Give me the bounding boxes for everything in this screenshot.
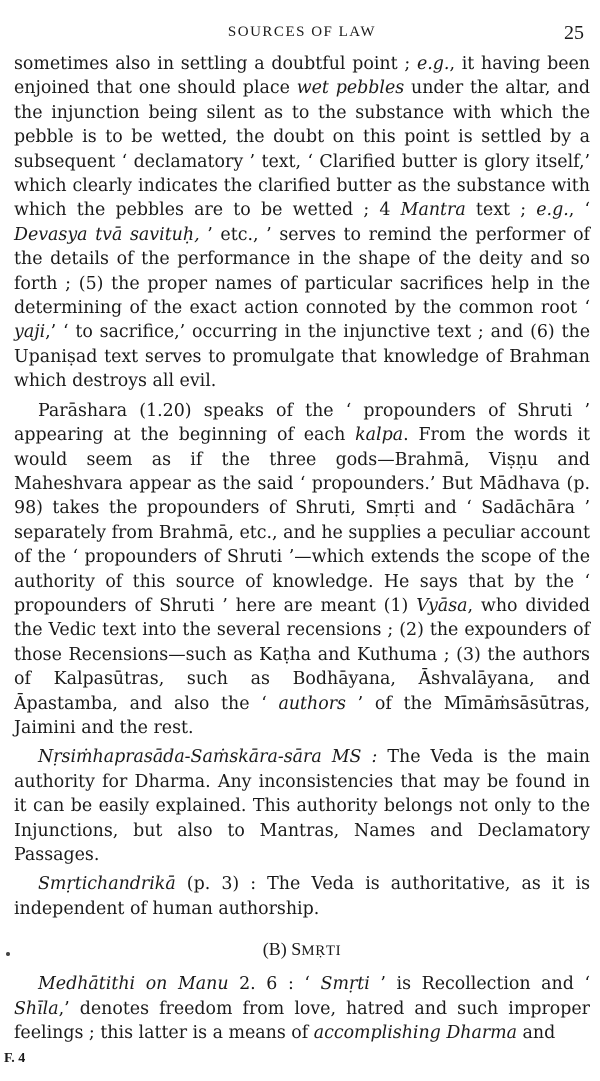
- text-run: under the altar, and the injunction being silent as to the substance with which the pebble is to be wetted, the doubt on this point is settled by a subsequent ‘ declamatory ’ text, ‘ Clarified butter is glory itself,’ which clearly indicates the clarified butter as the substance with which the pebbles are to be wetted ; 4: [14, 78, 590, 221]
- text-run: , it having been enjoined that one should place: [14, 54, 590, 99]
- section-heading-smrti: [14, 939, 590, 960]
- paragraph-smrtichandrika: [14, 872, 590, 921]
- text-run: ,’ ‘ to sacrifice,’ occurring in the injunctive text ; and (6) the Upaniṣad text serves to promulgate that knowledge of Brahman which destroys all evil.: [14, 322, 590, 392]
- italic-text-run: yaji: [14, 322, 46, 343]
- text-run: ,’ denotes freedom from love, hatred and such improper feelings ; this latter is a means of: [14, 998, 590, 1044]
- text-run: . From the words it would seem as if the three gods—Brahmā, Viṣṇu and Maheshvara appear as the said ‘ propounders.’ But Mādhava (p. 98) takes the propounders of Shruti, Smṛti and ‘ Sadāchāra ’ separately from Brahmā, etc., and he supplies a peculiar account of the ‘ propounders of Shruti ’—which extends the scope of the authority of this source of knowledge. He says that by the ‘ propounders of Shruti ’ here are meant (1): [14, 425, 590, 616]
- text-run: ’ etc., ’ serves to remind the performer of the details of the performance in the shape of the deity and so forth ; (5) the proper names of particular sacrifices help in the determining of the exact action connoted by the common root ‘: [14, 224, 590, 319]
- italic-text-run: Devasya tvā savituḥ,: [14, 224, 200, 245]
- italic-text-run: Shīla: [14, 998, 59, 1019]
- italic-text-run: wet pebbles: [296, 78, 405, 99]
- italic-text-run: Smṛtichandrikā: [38, 874, 176, 895]
- section-heading-prefix: (B) S: [262, 939, 302, 960]
- section-heading-smallcaps: MṚTI: [301, 943, 342, 960]
- text-run: Parāshara (1.20) speaks of the ‘ propounders of Shruti ’ appearing at the beginning of each: [14, 400, 590, 446]
- page-number: 25: [564, 22, 584, 44]
- text-run: and: [517, 1023, 556, 1044]
- italic-text-run: Medhātithi on Manu: [38, 974, 229, 995]
- paragraph-parashara: [14, 399, 590, 741]
- ink-speck: [6, 952, 10, 956]
- text-run: ’ of the Mīmāṁsāsūtras, Jaimini and the rest.: [14, 693, 590, 738]
- text-run: 2. 6 : ‘: [228, 974, 321, 995]
- running-head: [14, 0, 590, 52]
- text-run: ’ is Recollection and ‘: [369, 974, 591, 995]
- italic-text-run: Nṛsiṁhaprasāda-Saṁskāra-sāra MS :: [38, 747, 378, 768]
- book-page: [14, 0, 590, 1081]
- paragraph-medhatithi: [14, 972, 590, 1045]
- italic-text-run: e.g.: [416, 54, 450, 74]
- text-run: text ;: [465, 200, 537, 221]
- paragraph-scripture-sources: [14, 52, 590, 394]
- italic-text-run: Vyāsa: [416, 595, 468, 616]
- text-run: , ‘: [568, 200, 590, 221]
- italic-text-run: e.g.: [536, 200, 569, 221]
- italic-text-run: accomplishing Dharma: [313, 1023, 518, 1044]
- italic-text-run: authors: [278, 693, 346, 714]
- italic-text-run: kalpa: [355, 425, 404, 446]
- running-title: SOURCES OF LAW: [227, 24, 377, 40]
- italic-text-run: Smṛti: [320, 974, 370, 995]
- text-run: (p. 3) : The Veda is authoritative, as it is independent of human authorship.: [14, 874, 590, 919]
- paragraph-nrsimhaprasada: [14, 745, 590, 867]
- text-run: , who divided the Vedic text into the several recensions ; (2) the expounders of those Recensions—such as Kaṭha and Kuthuma ; (3) the authors of Kalpasūtras, such as Bodhāyana, Āshvalāyana, and Āpastamba, and also the ‘: [14, 595, 590, 714]
- printer-signature: F. 4: [4, 1051, 26, 1066]
- body-text: [14, 52, 590, 1045]
- text-run: sometimes also in settling a doubtful point ;: [14, 54, 417, 74]
- text-run: The Veda is the main authority for Dharma. Any inconsistencies that may be found in it can be easily explained. This authority belongs not only to the Injunctions, but also to Mantras, Names and Declamatory Passages.: [14, 747, 590, 865]
- italic-text-run: Mantra: [400, 200, 466, 221]
